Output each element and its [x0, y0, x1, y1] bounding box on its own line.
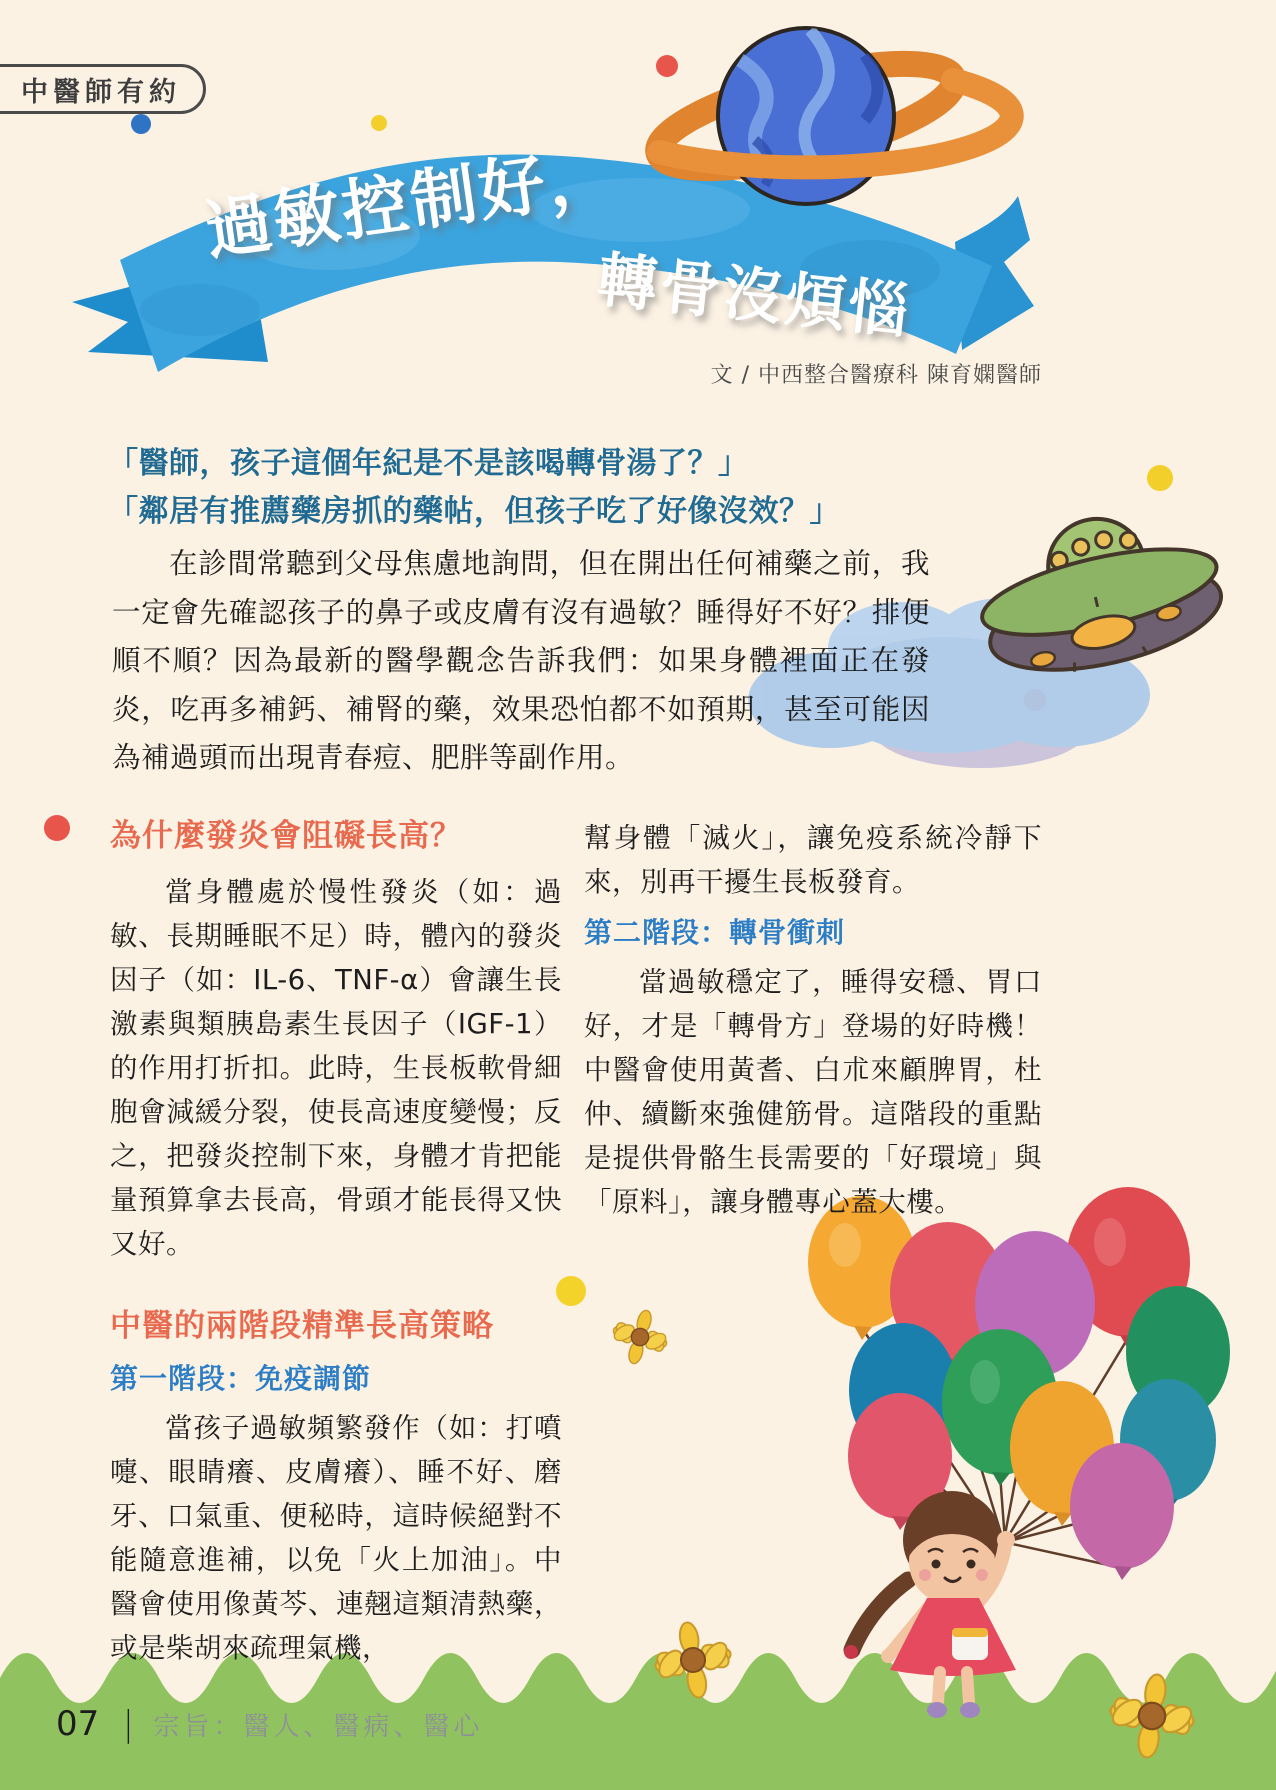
paragraph-stage1: 當孩子過敏頻繁發作（如：打噴嚏、眼睛癢、皮膚癢）、睡不好、磨牙、口氣重、便秘時，這時候絕對不能隨意進補，以免「火上加油」。中醫會使用像黃芩、連翹這類清熱藥，或是柴胡來疏理氣機， — [110, 1412, 562, 1664]
intro-quotes — [108, 440, 968, 536]
footer — [56, 1704, 483, 1744]
page-title-part2: 轉骨沒煩惱 — [593, 245, 915, 348]
intro-quote-2: 「鄰居有推薦藥房抓的藥帖，但孩子吃了好像沒效？」 — [108, 494, 840, 529]
section-badge — [0, 64, 206, 114]
intro-quote-1: 「醫師，孩子這個年紀是不是該喝轉骨湯了？」 — [108, 446, 749, 481]
subheading-stage2: 第二階段：轉骨衝刺 — [584, 916, 846, 949]
footer-separator: | — [123, 1703, 134, 1745]
footer-slogan: 宗旨：醫人、醫病、醫心 — [153, 1711, 484, 1742]
section-badge-label: 中醫師有約 — [21, 76, 181, 108]
column-right — [584, 816, 1042, 1224]
intro-paragraph: 在診間常聽到父母焦慮地詢問，但在開出任何補藥之前，我一定會先確認孩子的鼻子或皮膚有沒有過敏？睡得好不好？排便順不順？因為最新的醫學觀念告訴我們：如果身體裡面正在發炎，吃再多補鈣、補腎的藥，效果恐怕都不如預期，甚至可能因為補過頭而出現青春痘、肥胖等副作用。 — [112, 547, 930, 774]
heading-two-stage-strategy: 中醫的兩階段精準長高策略 — [110, 1308, 494, 1344]
heading-why-inflammation: 為什麼發炎會阻礙長高？ — [110, 818, 462, 854]
column-left — [110, 816, 562, 1670]
page-number: 07 — [56, 1704, 100, 1744]
subheading-stage1: 第一階段：免疫調節 — [110, 1362, 372, 1395]
page-title-part1: 過敏控制好， — [200, 135, 622, 270]
paragraph-stage2: 當過敏穩定了，睡得安穩、胃口好，才是「轉骨方」登場的好時機！中醫會使用黃耆、白朮來顧脾胃，杜仲、續斷來強健筋骨。這階段的重點是提供骨骼生長需要的「好環境」與「原料」，讓身體專心蓋大樓。 — [584, 966, 1042, 1218]
paragraph-inflammation: 當身體處於慢性發炎（如：過敏、長期睡眠不足）時，體內的發炎因子（如：IL-6、TNF-α）會讓生長激素與類胰島素生長因子（IGF-1）的作用打折扣。此時，生長板軟骨細胞會減緩分裂，使長高速度變慢；反之，把發炎控制下來，身體才肯把能量預算拿去長高，骨頭才能長得又快又好。 — [110, 876, 562, 1260]
author-credit: 文 / 中西整合醫療科 陳育嫻醫師 — [710, 363, 1042, 388]
paragraph-stage1-cont: 幫身體「滅火」，讓免疫系統冷靜下來，別再干擾生長板發育。 — [584, 822, 1042, 898]
